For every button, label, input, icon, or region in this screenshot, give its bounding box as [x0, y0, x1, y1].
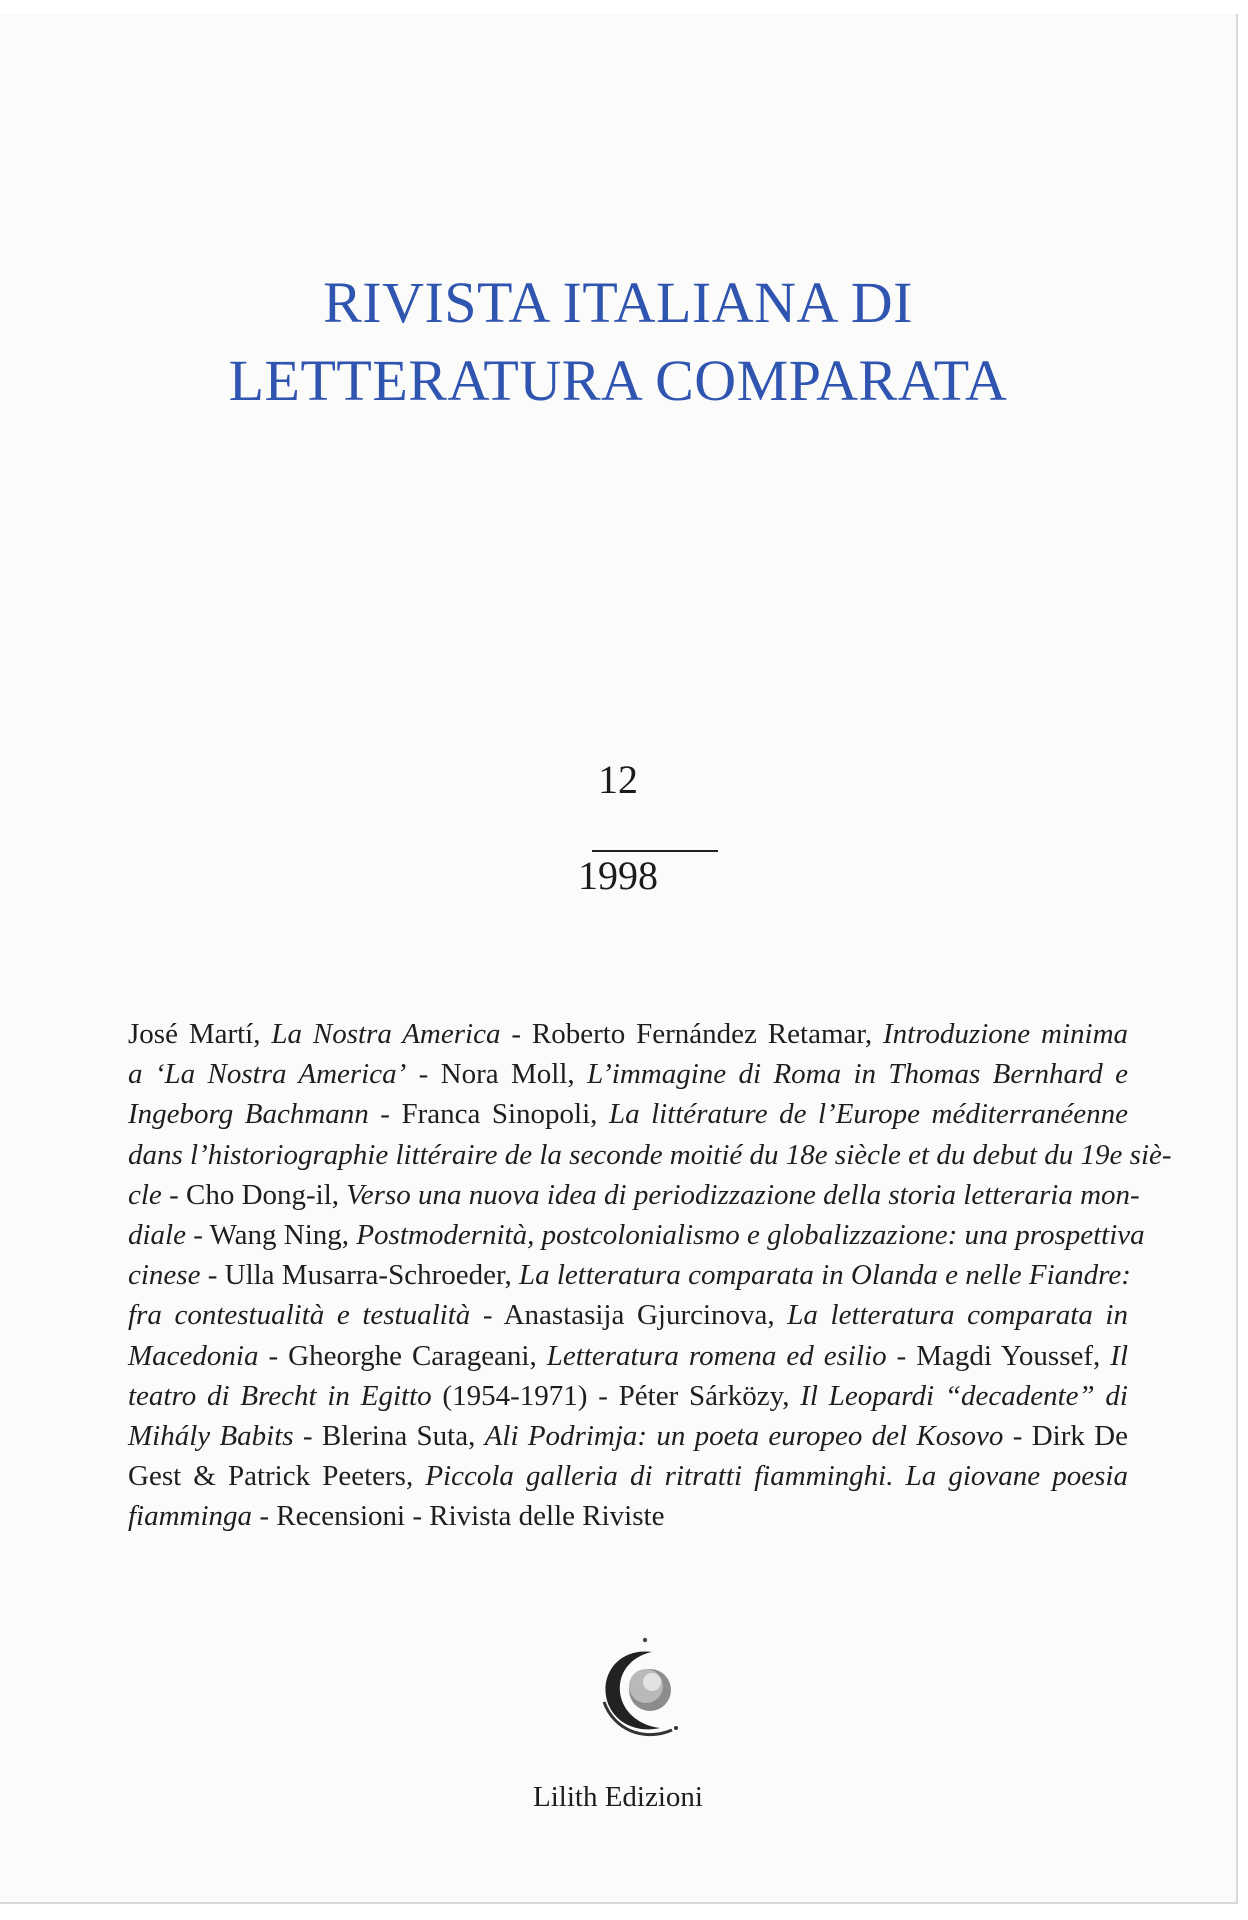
contents-author-text: José Martí, [128, 1018, 272, 1050]
contents-line [128, 1496, 1128, 1536]
contents-title-text: fiamminga [128, 1500, 253, 1533]
contents-title-text: teatro di Brecht in Egitto [128, 1379, 432, 1412]
contents-author-text: - Gheorghe Carageani, [258, 1339, 547, 1372]
contents-line [128, 1014, 1128, 1054]
contents-title-text: La littérature de l’Europe méditerranéenne [608, 1098, 1128, 1131]
contents-title-text: Macedonia [128, 1339, 259, 1372]
contents-title-text: Il Leopardi “decadente” di [800, 1379, 1128, 1412]
journal-title-line-1: RIVISTA ITALIANA DI [323, 270, 913, 335]
contents-line [128, 1456, 1128, 1496]
contents-line [128, 1255, 1131, 1295]
contents-author-text: - Anastasija Gjurcinova, [470, 1299, 788, 1332]
contents-title-text: Piccola galleria di ritratti fiamminghi. La giovane poesia [425, 1460, 1128, 1493]
contents-title-text: cinese [128, 1259, 201, 1292]
contents-line [128, 1094, 1128, 1134]
contents-line [128, 1215, 1145, 1255]
contents-title-text: Postmodernità, postcolonialismo e globalizzazione: una prospettiva [356, 1219, 1145, 1252]
contents-author-text: (1954-1971) - Péter Sárközy, [431, 1379, 801, 1412]
contents-title-text: a ‘La Nostra America’ [128, 1058, 407, 1091]
contents-title-text: Il [1110, 1339, 1128, 1372]
contents-line [128, 1295, 1128, 1335]
contents-author-text: - Dirk De [1003, 1420, 1128, 1453]
issue-number: 12 [598, 757, 638, 802]
journal-title-line-2: LETTERATURA COMPARATA [228, 348, 1008, 413]
contents-title-text: L’immagine di Roma in Thomas Bernhard e [587, 1058, 1128, 1091]
table-of-contents [128, 1014, 1172, 1537]
contents-line [128, 1054, 1128, 1094]
contents-author-text: - Wang Ning, [186, 1219, 357, 1252]
contents-author-text: Gest & Patrick Peeters, [128, 1460, 426, 1493]
contents-title-text: Introduzione minima [883, 1018, 1129, 1050]
contents-title-text: Letteratura romena ed esilio [546, 1339, 887, 1372]
contents-title-text: diale [128, 1219, 186, 1252]
journal-title [0, 264, 1236, 420]
contents-title-text: dans l’historiographie littéraire de la seconde moitié du 18e siècle et du debut du 19e siè- [128, 1138, 1172, 1171]
contents-author-text: - Blerina Suta, [293, 1420, 485, 1453]
book-cover [0, 14, 1238, 1904]
contents-title-text: Ali Podrimja: un poeta europeo del Kosovo [484, 1420, 1004, 1453]
issue-year: 1998 [578, 853, 658, 898]
contents-title-text: cle [128, 1178, 162, 1211]
contents-author-text: - Recensioni - Rivista delle Riviste [252, 1500, 665, 1533]
contents-line [128, 1336, 1128, 1376]
contents-title-text: Ingeborg Bachmann [128, 1098, 369, 1131]
contents-title-text: La letteratura comparata in Olanda e nelle Fiandre: [519, 1259, 1131, 1292]
contents-title-text: Verso una nuova idea di periodizzazione della storia letteraria mon- [346, 1178, 1140, 1211]
contents-author-text: - Franca Sinopoli, [368, 1098, 609, 1131]
publisher-name: Lilith Edizioni [533, 1781, 703, 1813]
contents-title-text: Mihály Babits [128, 1420, 294, 1453]
contents-title-text: La Nostra America [271, 1018, 501, 1050]
contents-title-text: La letteratura comparata in [787, 1299, 1128, 1332]
contents-line [128, 1416, 1128, 1456]
contents-author-text: - Cho Dong-il, [161, 1178, 347, 1211]
contents-author-text: - Ulla Musarra-Schroeder, [200, 1259, 519, 1292]
contents-author-text: - Roberto Fernández Retamar, [500, 1018, 883, 1050]
contents-author-text: - Nora Moll, [406, 1058, 588, 1091]
contents-line [128, 1376, 1128, 1416]
contents-line [128, 1175, 1140, 1215]
contents-title-text: fra contestualità e testualità [128, 1299, 471, 1332]
crescent-moon-logo-icon [590, 1626, 700, 1746]
contents-line [128, 1135, 1172, 1175]
contents-author-text: - Magdi Youssef, [886, 1339, 1111, 1372]
